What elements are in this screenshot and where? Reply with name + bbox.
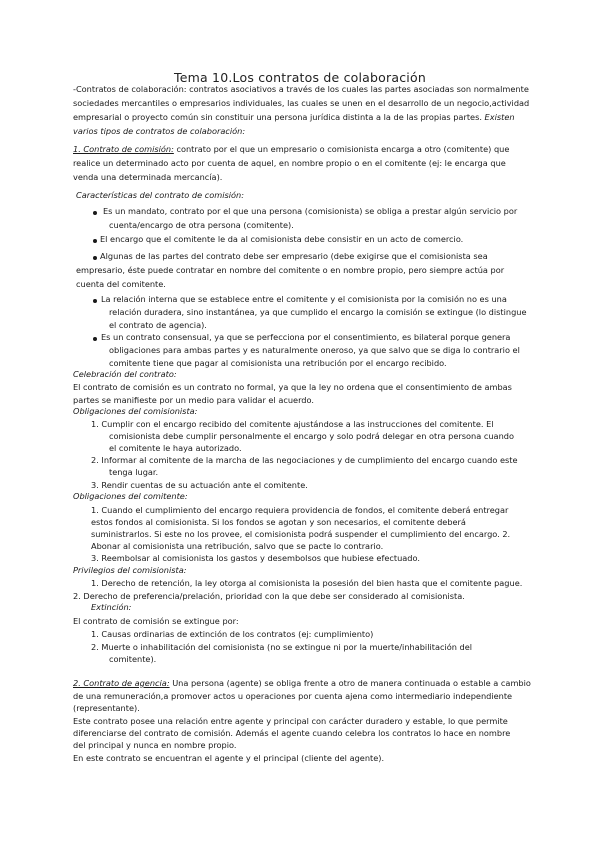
list-item: 3. Reembolsar al comisionista los gastos y desembolsos que hubiese efectuado. [91, 553, 420, 563]
intro-line: -Contratos de colaboración: contratos asociativos a través de los cuales las partes asociadas son normalmente [73, 84, 529, 94]
intro-line: empresarial o proyecto común sin constituir una persona jurídica distinta a la de las propias partes. Existen [73, 112, 515, 122]
paragraph-line: El contrato de comisión se extingue por: [73, 616, 239, 626]
bullet-line: El encargo que el comitente le da al comisionista debe consistir en un acto de comercio. [100, 234, 464, 244]
list-item: 2. Muerte o inhabilitación del comisionista (no se extingue ni por la muerte/inhabilitación del [91, 642, 473, 652]
intro-line: varios tipos de contratos de colaboración: [73, 126, 246, 136]
section-heading: 1. Contrato de comisión: [73, 144, 174, 154]
paragraph-line: Este contrato posee una relación entre agente y principal con carácter duradero y estable, lo que permite [73, 716, 508, 726]
bullet-line: cuenta del comitente. [76, 279, 166, 289]
list-item: 2. Derecho de preferencia/prelación, prioridad con la que debe ser considerado al comisionista. [73, 591, 465, 601]
bullet-line: el contrato de agencia). [109, 320, 207, 330]
list-item: 1. Causas ordinarias de extinción de los contratos (ej: cumplimiento) [91, 629, 374, 639]
bullet-icon [93, 239, 97, 243]
section-comision: 1. Contrato de comisión: contrato por el que un empresario o comisionista encarga a otro (comitente) que [73, 144, 510, 154]
section-heading: Características del contrato de comisión: [76, 190, 244, 200]
section-agencia: 2. Contrato de agencia: Una persona (agente) se obliga frente a otro de manera continuada o estable a cambio [73, 678, 531, 688]
bullet-icon [93, 256, 97, 260]
bullet-line: empresario, éste puede contratar en nombre del comitente o en nombre propio, pero siempre actúa por [76, 265, 505, 275]
bullet-line: comitente tiene que pagar al comisionista una retribución por el encargo recibido. [109, 358, 447, 368]
list-item: 1. Cumplir con el encargo recibido del comitente ajustándose a las instrucciones del comitente. El [91, 419, 494, 429]
section-heading: Obligaciones del comitente: [73, 491, 188, 501]
list-item: 2. Informar al comitente de la marcha de las negociaciones y de cumplimiento del encargo cuando este [91, 455, 518, 465]
bullet-line: Algunas de las partes del contrato debe ser empresario (debe exigirse que el comisionista sea [100, 251, 488, 261]
bullet-line: Es un contrato consensual, ya que se perfecciona por el consentimiento, es bilateral porque genera [101, 332, 511, 342]
list-item: comitente). [109, 654, 157, 664]
paragraph-line: diferenciarse del contrato de comisión. Además el agente cuando celebra los contratos lo hace en nombre [73, 728, 511, 738]
list-item: suministrarlos. Si este no los provee, el comisionista podrá suspender el cumplimiento del encargo. 2. [91, 529, 511, 539]
paragraph-line: En este contrato se encuentran el agente y el principal (cliente del agente). [73, 753, 385, 763]
paragraph-line: realice un determinado acto por cuenta de aquel, en nombre propio o en el comitente (ej: le encarga que [73, 158, 506, 168]
list-item: 3. Rendir cuentas de su actuación ante el comitente. [91, 480, 308, 490]
paragraph-line: del principal y nunca en nombre propio. [73, 740, 237, 750]
section-heading: Privilegios del comisionista: [73, 565, 187, 575]
paragraph-line: de una remuneración,a promover actos u operaciones por cuenta ajena como intermediario independiente [73, 691, 513, 701]
bullet-icon [93, 299, 97, 303]
section-heading: Obligaciones del comisionista: [73, 406, 198, 416]
list-item: 1. Derecho de retención, la ley otorga al comisionista la posesión del bien hasta que el comitente pague. [91, 578, 523, 588]
section-heading: Celebración del contrato: [73, 369, 177, 379]
paragraph-line: El contrato de comisión es un contrato no formal, ya que la ley no ordena que el consentimiento de ambas [73, 382, 512, 392]
section-heading: Extinción: [91, 602, 132, 612]
bullet-icon [93, 337, 97, 341]
intro-line: sociedades mercantiles o empresarios individuales, las cuales se unen en el desarrollo de un negocio,actividad [73, 98, 530, 108]
paragraph-line: partes se manifieste por un medio para validar el acuerdo. [73, 395, 314, 405]
bullet-line: Es un mandato, contrato por el que una persona (comisionista) se obliga a prestar algún servicio por [103, 206, 518, 216]
list-item: 1. Cuando el cumplimiento del encargo requiera providencia de fondos, el comitente deberá entregar [91, 505, 509, 515]
list-item: estos fondos al comisionista. Si los fondos se agotan y son necesarios, el comitente deberá [91, 517, 466, 527]
list-item: el comitente le haya autorizado. [109, 443, 242, 453]
bullet-line: cuenta/encargo de otra persona (comitente). [109, 220, 294, 230]
paragraph-line: venda una determinada mercancía). [73, 172, 223, 182]
bullet-icon [93, 211, 97, 215]
bullet-line: La relación interna que se establece entre el comitente y el comisionista por la comisión no es una [101, 294, 507, 304]
section-heading: 2. Contrato de agencia: [73, 678, 170, 688]
paragraph-line: (representante). [73, 703, 140, 713]
page-title: Tema 10.Los contratos de colaboración [174, 70, 426, 85]
list-item: Abonar al comisionista una retribución, salvo que se pacte lo contrario. [91, 541, 384, 551]
list-item: comisionista debe cumplir personalmente el encargo y solo podrá delegar en otra persona cuando [109, 431, 514, 441]
bullet-line: obligaciones para ambas partes y es naturalmente oneroso, ya que salvo que se diga lo contrario el [109, 345, 520, 355]
list-item: tenga lugar. [109, 467, 159, 477]
bullet-line: relación duradera, sino instantánea, ya que cumplido el encargo la comisión se extingue (lo distingue [109, 307, 527, 317]
